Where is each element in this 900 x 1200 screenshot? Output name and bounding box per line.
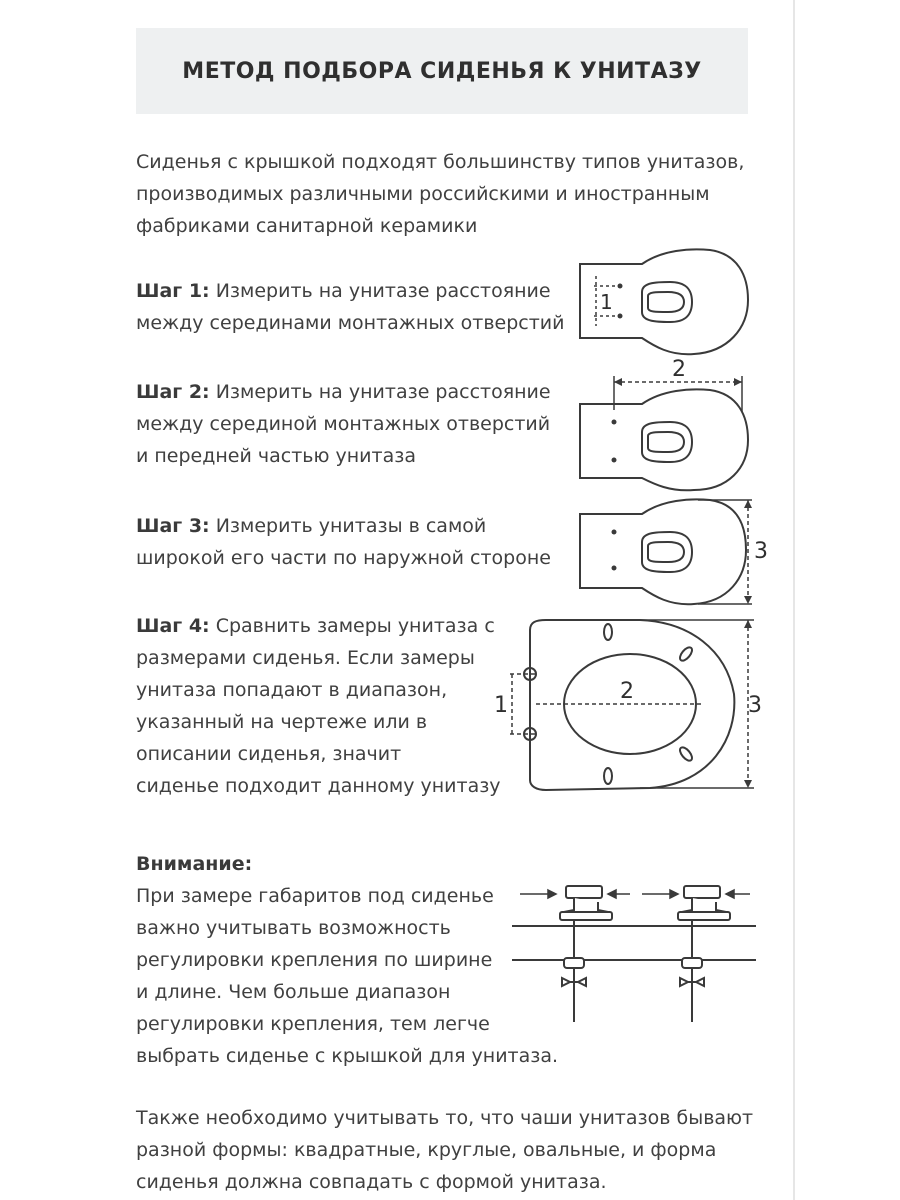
step-4-dimension-3-label: 3: [748, 693, 762, 718]
title-banner: [136, 28, 748, 114]
step-4-line: Сравнить замеры унитаза с: [215, 615, 495, 637]
footer-line: разной формы: квадратные, круглые, овальные, и форма: [136, 1139, 717, 1161]
step-2-label: Шаг 2:: [136, 381, 210, 403]
step-3-text: [136, 510, 551, 574]
attention-line: регулировки крепления по ширине: [136, 949, 493, 971]
step-1-line: Измерить на унитазе расстояние: [215, 280, 551, 302]
step-4-dimension-1-label: 1: [494, 693, 508, 718]
step-2-diagram: [578, 352, 752, 492]
step-2-dimension-label: 2: [672, 357, 686, 382]
step-1-line: между серединами монтажных отверстий: [136, 312, 565, 334]
step-2-line: между серединой монтажных отверстий: [136, 413, 551, 435]
step-2-text: [136, 376, 551, 472]
step-1-dimension-label: 1: [600, 290, 613, 314]
step-1-text: [136, 275, 564, 339]
footer-line: Также необходимо учитывать то, что чаши унитазов бывают: [136, 1107, 754, 1129]
step-3-line: широкой его части по наружной стороне: [136, 547, 551, 569]
intro-text: [136, 146, 744, 242]
attention-line: выбрать сиденье с крышкой для унитаза.: [136, 1045, 559, 1067]
attention-title: Внимание:: [136, 853, 253, 875]
attention-line: важно учитывать возможность: [136, 917, 451, 939]
step-4-seat-diagram: [490, 614, 770, 796]
hinge-adjustment-diagram: [512, 882, 756, 1026]
step-4-line: размерами сиденья. Если замеры: [136, 647, 475, 669]
step-1-diagram: [578, 246, 750, 358]
step-3-label: Шаг 3:: [136, 515, 210, 537]
attention-line: При замере габаритов под сиденье: [136, 885, 494, 907]
intro-line: Сиденья с крышкой подходят большинству типов унитазов,: [136, 151, 745, 173]
step-2-line: Измерить на унитазе расстояние: [215, 381, 551, 403]
step-3-diagram: [578, 496, 772, 608]
step-2-line: и передней частью унитаза: [136, 445, 416, 467]
step-4-line: указанный на чертеже или в: [136, 711, 428, 733]
intro-line: производимых различными российскими и иностранным: [136, 183, 710, 205]
intro-line: фабриками санитарной керамики: [136, 215, 478, 237]
attention-line: и длине. Чем больше диапазон: [136, 981, 451, 1003]
step-4-dimension-2-label: 2: [620, 679, 634, 704]
attention-line: регулировки крепления, тем легче: [136, 1013, 490, 1035]
step-4-line: унитаза попадают в диапазон,: [136, 679, 448, 701]
step-3-line: Измерить унитазы в самой: [215, 515, 487, 537]
footer-text: [136, 1102, 753, 1198]
page-title: МЕТОД ПОДБОРА СИДЕНЬЯ К УНИТАЗУ: [182, 58, 702, 84]
step-1-label: Шаг 1:: [136, 280, 210, 302]
attention-block: [136, 848, 558, 1072]
step-4-line: сиденье подходит данному унитазу: [136, 775, 501, 797]
step-4-label: Шаг 4:: [136, 615, 210, 637]
step-3-dimension-label: 3: [754, 539, 768, 564]
footer-line: сиденья должна совпадать с формой унитаза.: [136, 1171, 607, 1193]
step-4-line: описании сиденья, значит: [136, 743, 402, 765]
page-right-border: [793, 0, 795, 1200]
step-4-text: [136, 610, 501, 802]
